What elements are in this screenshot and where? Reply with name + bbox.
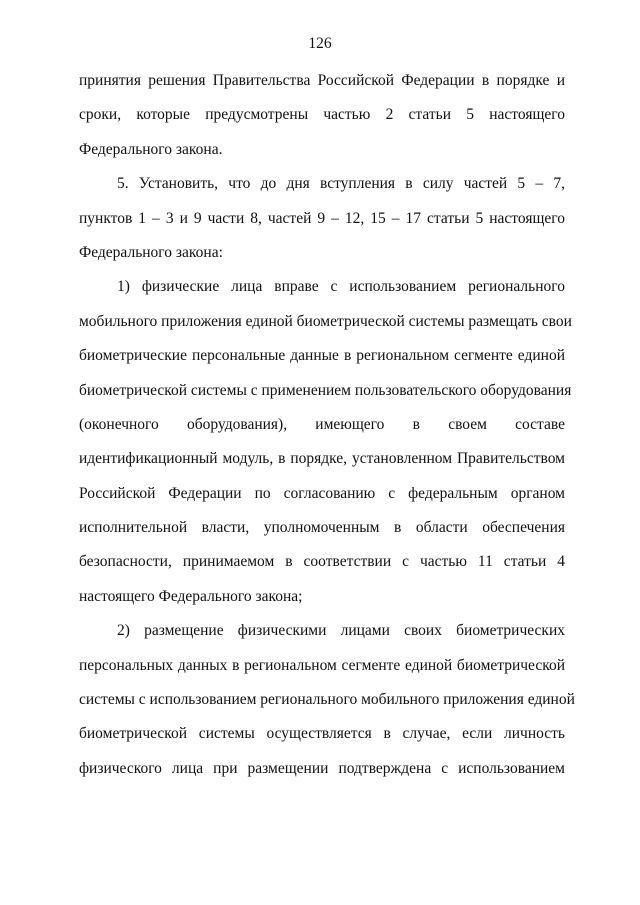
text-line: 2) размещение физическими лицами своих биометрических — [117, 622, 565, 640]
text-line: безопасности, принимаемом в соответствии с частью 11 статьи 4 — [79, 553, 565, 571]
text-line: биометрические персональные данные в региональном сегменте единой — [79, 347, 565, 365]
text-line: Российской Федерации по согласованию с федеральным органом — [79, 484, 565, 502]
text-line: сроки, которые предусмотрены частью 2 статьи 5 настоящего — [79, 106, 565, 124]
text-line: принятия решения Правительства Российской Федерации в порядке и — [79, 72, 565, 89]
text-line: исполнительной власти, уполномоченным в области обеспечения — [79, 519, 565, 537]
text-line: пунктов 1 – 3 и 9 части 8, частей 9 – 12, 15 – 17 статьи 5 настоящего — [79, 209, 565, 227]
text-line: персональных данных в региональном сегменте единой биометрической — [79, 656, 565, 674]
text-line: системы с использованием регионального мобильного приложения единой — [79, 691, 575, 709]
text-line: (оконечного оборудования), имеющего в своем составе — [79, 415, 565, 433]
text-line: 1) физические лица вправе с использованием регионального — [117, 278, 565, 296]
text-line: идентификационный модуль, в порядке, установленном Правительством — [79, 450, 565, 468]
text-line: 5. Установить, что до дня вступления в силу частей 5 – 7, — [117, 175, 565, 193]
text-line: Федерального закона: — [79, 243, 223, 261]
document-body — [79, 71, 575, 793]
text-line: Федерального закона. — [79, 140, 223, 158]
text-line: мобильного приложения единой биометрической системы размещать свои — [79, 312, 572, 330]
text-line: физического лица при размещении подтверждена с использованием — [79, 759, 565, 777]
text-line: биометрической системы с применением пользовательского оборудования — [79, 381, 572, 399]
text-line: настоящего Федерального закона; — [79, 587, 303, 605]
page-number: 126 — [308, 35, 332, 52]
text-line: биометрической системы осуществляется в случае, если личность — [79, 725, 565, 743]
